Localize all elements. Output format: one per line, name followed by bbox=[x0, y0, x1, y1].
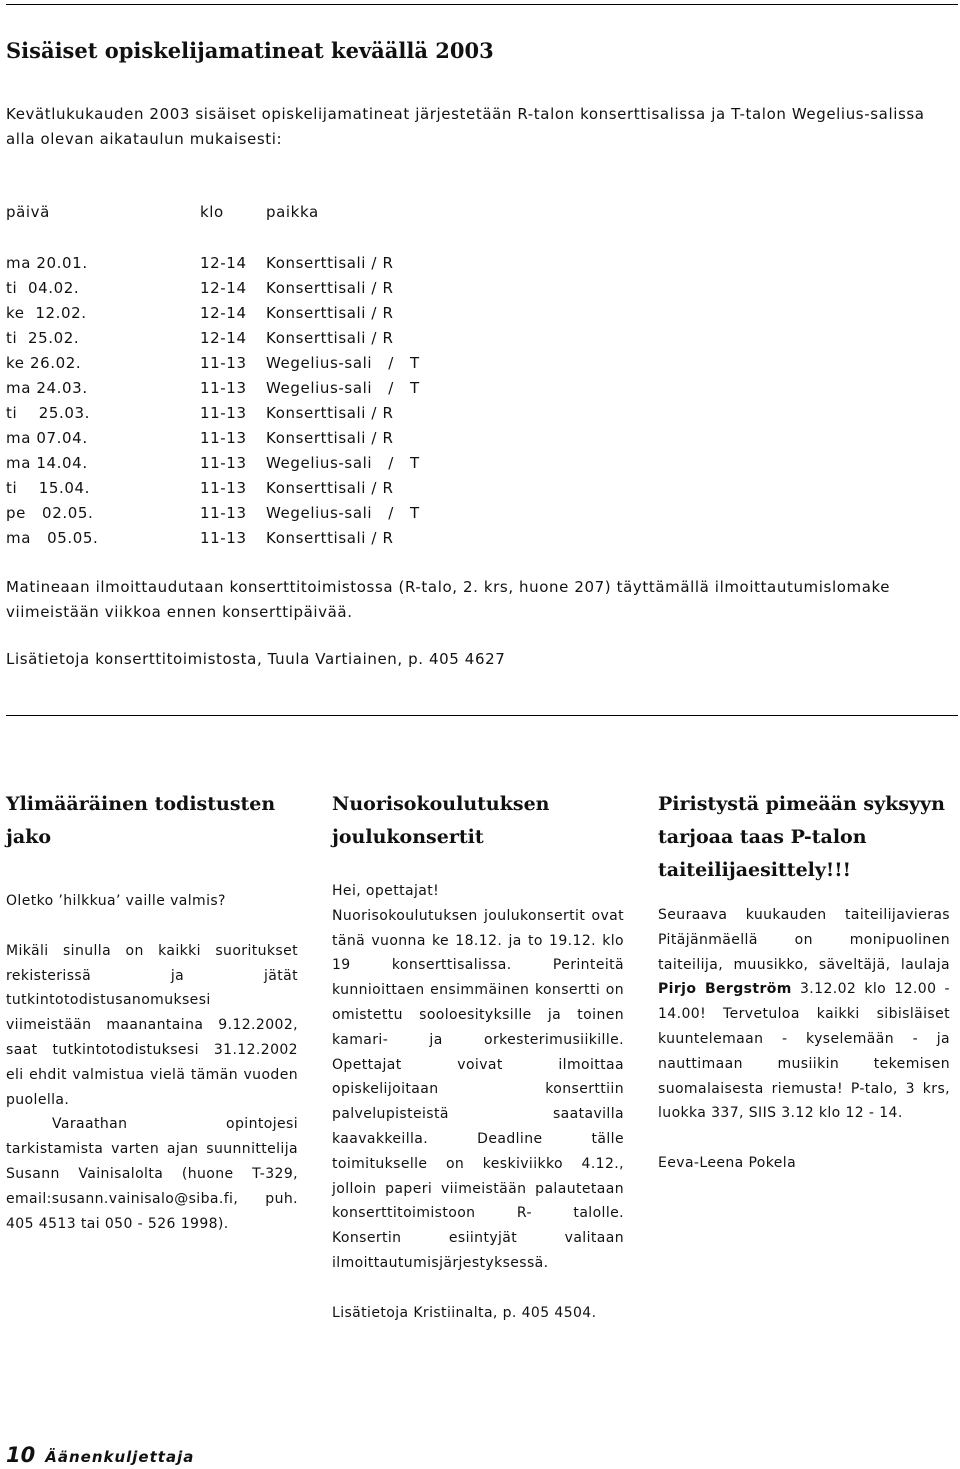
row-place: Konserttisali / R bbox=[266, 279, 394, 297]
article-greeting: Hei, opettajat! bbox=[332, 883, 440, 899]
page-number: 10 bbox=[6, 1443, 36, 1467]
row-time: 12-14 bbox=[200, 254, 247, 272]
row-time: 11-13 bbox=[200, 379, 247, 397]
artist-name: Pirjo Bergström bbox=[658, 981, 792, 998]
page-title: Sisäiset opiskelijamatineat keväällä 2003 bbox=[6, 38, 494, 63]
row-place: Wegelius-sali / T bbox=[266, 454, 420, 472]
article-contact: Lisätietoja Kristiinalta, p. 405 4504. bbox=[332, 1304, 597, 1321]
article-paragraph: Mikäli sinulla on kaikki suoritukset rekisterissä ja jätät tutkintotodistusanomuksesi viimeistään maanantaina 9.12.2002, saat tutkintotodistuksesi 31.12.2002 eli ehdit valmistua vielä tämän vuoden puolella. bbox=[6, 942, 298, 1108]
row-time: 11-13 bbox=[200, 479, 247, 497]
row-place: Konserttisali / R bbox=[266, 429, 394, 447]
page-footer bbox=[6, 1443, 194, 1467]
section-divider bbox=[6, 715, 958, 716]
row-day: ma 24.03. bbox=[6, 379, 88, 397]
article-artist-presentation bbox=[658, 788, 950, 1176]
row-day: ke 26.02. bbox=[6, 354, 82, 372]
row-day: pe 02.05. bbox=[6, 504, 94, 522]
article-christmas-concerts bbox=[332, 788, 624, 1326]
row-time: 11-13 bbox=[200, 529, 247, 547]
contact-line: Lisätietoja konserttitoimistosta, Tuula Vartiainen, p. 405 4627 bbox=[6, 650, 506, 668]
row-time: 11-13 bbox=[200, 454, 247, 472]
article-paragraph: Varaathan opintojesi tarkistamista varten ajan suunnittelija Susann Vainisalolta (huone T-329, email:susann.vainisalo@siba.fi, puh. 405 4513 tai 050 - 526 1998). bbox=[6, 1116, 298, 1232]
row-place: Konserttisali / R bbox=[266, 479, 394, 497]
article-paragraph: Nuorisokoulutuksen joulukonsertit ovat tänä vuonna ke 18.12. ja to 19.12. klo 19 konserttisalissa. Perinteitä kunnioittaen ensimmäinen konsertti on omistettu sooloesityksille ja toinen kamari- ja orkesterimusiikille. Opettajat voivat ilmoittaa opiskelijoitaan konserttiin palvelupisteistä saatavilla kaavakkeilla. Deadline tälle toimitukselle on keskiviikko 4.12., jolloin paperi viimeistään palautetaan konserttitoimistoon R- talolle. Konsertin esiintyjät valitaan ilmoittautumisjärjestyksessä. bbox=[332, 907, 624, 1271]
intro-paragraph: Kevätlukukauden 2003 sisäiset opiskelijamatineat järjestetään R-talon konserttisalissa ja T-talon Wegelius-salissa alla olevan aikataulun mukaisesti: bbox=[6, 105, 925, 148]
row-time: 12-14 bbox=[200, 279, 247, 297]
row-place: Wegelius-sali / T bbox=[266, 379, 420, 397]
header-time: klo bbox=[200, 203, 224, 221]
row-day: ti 04.02. bbox=[6, 279, 80, 297]
row-time: 11-13 bbox=[200, 504, 247, 522]
article-paragraph bbox=[658, 903, 950, 1126]
row-place: Konserttisali / R bbox=[266, 329, 394, 347]
row-place: Konserttisali / R bbox=[266, 304, 394, 322]
registration-note: Matineaan ilmoittaudutaan konserttitoimistossa (R-talo, 2. krs, huone 207) täyttämällä ilmoittautumislomake viimeistään viikkoa ennen konserttipäivää. bbox=[6, 578, 891, 621]
row-time: 11-13 bbox=[200, 429, 247, 447]
article-text: 3.12.02 klo 12.00 - 14.00! Tervetuloa kaikki sibisläiset kuuntelemaan - kyselemään - ja nauttimaan musiikin tekemisen suomalaisesta riemusta! P-talo, 3 krs, luokka 337, SIIS 3.12 klo 12 - 14. bbox=[658, 981, 951, 1122]
header-day: päivä bbox=[6, 203, 50, 221]
row-time: 11-13 bbox=[200, 404, 247, 422]
row-time: 11-13 bbox=[200, 354, 247, 372]
article-heading: Piristystä pimeään syksyyn tarjoaa taas P-talon taiteilijaesittely!!! bbox=[658, 793, 945, 881]
row-time: 12-14 bbox=[200, 329, 247, 347]
article-signature: Eeva-Leena Pokela bbox=[658, 1155, 797, 1172]
row-day: ma 05.05. bbox=[6, 529, 99, 547]
row-day: ti 15.04. bbox=[6, 479, 91, 497]
row-time: 12-14 bbox=[200, 304, 247, 322]
header-place: paikka bbox=[266, 203, 319, 221]
article-heading: Nuorisokoulutuksen joulukonsertit bbox=[332, 793, 550, 848]
row-day: ma 14.04. bbox=[6, 454, 88, 472]
article-certificates bbox=[6, 788, 298, 1236]
row-day: ke 12.02. bbox=[6, 304, 87, 322]
article-text: Seuraava kuukauden taiteilijavieras Pitäjänmäellä on monipuolinen taiteilija, muusikko, säveltäjä, laulaja bbox=[658, 907, 950, 973]
row-day: ti 25.03. bbox=[6, 404, 91, 422]
article-heading: Ylimääräinen todistusten jako bbox=[6, 793, 276, 848]
magazine-name: Äänenkuljettaja bbox=[45, 1448, 195, 1466]
top-divider bbox=[6, 4, 958, 5]
row-place: Konserttisali / R bbox=[266, 254, 394, 272]
row-day: ma 20.01. bbox=[6, 254, 88, 272]
row-place: Wegelius-sali / T bbox=[266, 354, 420, 372]
row-day: ma 07.04. bbox=[6, 429, 88, 447]
row-place: Konserttisali / R bbox=[266, 404, 394, 422]
row-day: ti 25.02. bbox=[6, 329, 80, 347]
row-place: Konserttisali / R bbox=[266, 529, 394, 547]
article-lead: Oletko ’hilkkua’ vaille valmis? bbox=[6, 893, 226, 909]
row-place: Wegelius-sali / T bbox=[266, 504, 420, 522]
